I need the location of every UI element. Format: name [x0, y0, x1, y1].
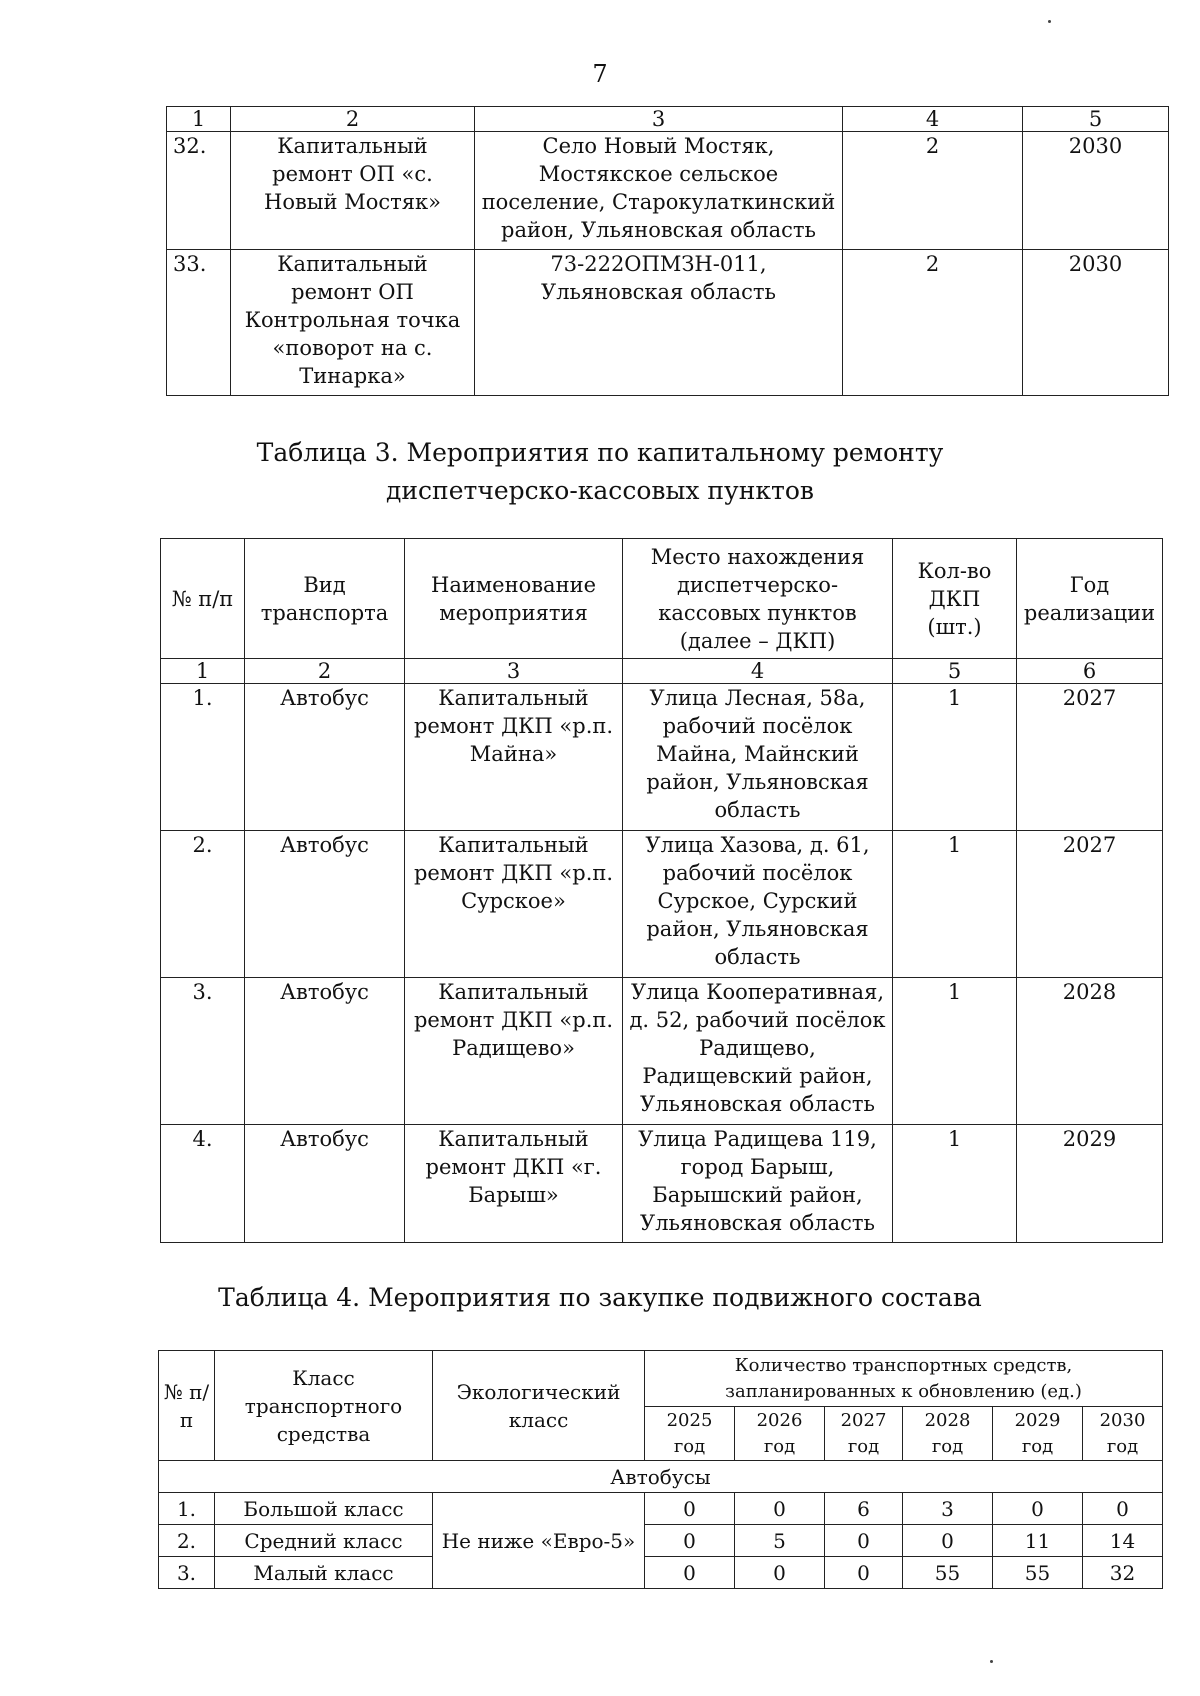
table-row [167, 250, 1169, 396]
header-cell: Наименование мероприятия [405, 539, 623, 659]
year-header: 2026 год [735, 1407, 825, 1461]
column-number: 6 [1017, 659, 1163, 684]
quantity: 0 [645, 1493, 735, 1525]
location: Село Новый Мостяк, Мостякское сельское поселение, Старокулаткинский район, Ульяновская область [475, 132, 843, 250]
column-number: 5 [893, 659, 1017, 684]
caption-line: диспетчерско-кассовых пунктов [385, 476, 814, 505]
row-number: 4. [161, 1125, 245, 1243]
column-number: 5 [1023, 107, 1169, 132]
year-header: 2030 год [1083, 1407, 1163, 1461]
event-name: Капитальный ремонт ДКП «р.п. Сурское» [405, 831, 623, 978]
table-row [159, 1525, 1163, 1557]
year: 2027 [1017, 831, 1163, 978]
table-row [161, 684, 1163, 831]
location: 73-222ОПМЗН-011, Ульяновская область [475, 250, 843, 396]
table-row [159, 1493, 1163, 1525]
row-number: 33. [167, 250, 231, 396]
year-header: 2025 год [645, 1407, 735, 1461]
quantity: 5 [735, 1525, 825, 1557]
table-row [161, 978, 1163, 1125]
quantity: 6 [825, 1493, 903, 1525]
count: 1 [893, 1125, 1017, 1243]
count: 2 [843, 132, 1023, 250]
column-number: 3 [475, 107, 843, 132]
quantity: 55 [903, 1557, 993, 1589]
year: 2030 [1023, 132, 1169, 250]
table-number-row [167, 107, 1169, 132]
location: Улица Кооперативная, д. 52, рабочий посёлок Радищево, Радищевский район, Ульяновская область [623, 978, 893, 1125]
quantity: 11 [993, 1525, 1083, 1557]
table-row [161, 1125, 1163, 1243]
row-number: 2. [159, 1525, 215, 1557]
column-number: 2 [245, 659, 405, 684]
table-4 [158, 1350, 1163, 1589]
table-3 [160, 538, 1163, 1243]
event-name: Капитальный ремонт ДКП «р.п. Радищево» [405, 978, 623, 1125]
quantity: 0 [1083, 1493, 1163, 1525]
year: 2028 [1017, 978, 1163, 1125]
section-label: Автобусы [159, 1461, 1163, 1493]
year-header: 2028 год [903, 1407, 993, 1461]
row-number: 3. [161, 978, 245, 1125]
eco-class: Не ниже «Евро-5» [433, 1493, 645, 1589]
row-number: 32. [167, 132, 231, 250]
header-cell: Кол-во ДКП (шт.) [893, 539, 1017, 659]
vehicle-class: Большой класс [215, 1493, 433, 1525]
header-cell: Год реализации [1017, 539, 1163, 659]
vehicle-class: Средний класс [215, 1525, 433, 1557]
location: Улица Лесная, 58а, рабочий посёлок Майна, Майнский район, Ульяновская область [623, 684, 893, 831]
quantity: 0 [825, 1525, 903, 1557]
event-name: Капитальный ремонт ОП «с. Новый Мостяк» [231, 132, 475, 250]
caption-line: Таблица 3. Мероприятия по капитальному ремонту [256, 438, 944, 467]
count: 1 [893, 831, 1017, 978]
quantity: 55 [993, 1557, 1083, 1589]
column-number: 1 [167, 107, 231, 132]
quantity: 0 [735, 1493, 825, 1525]
header-cell: № п/п [159, 1351, 215, 1461]
year: 2029 [1017, 1125, 1163, 1243]
quantity: 0 [903, 1525, 993, 1557]
row-number: 1. [159, 1493, 215, 1525]
transport-type: Автобус [245, 1125, 405, 1243]
column-number: 1 [161, 659, 245, 684]
page-number: 7 [592, 60, 608, 88]
year-header: 2029 год [993, 1407, 1083, 1461]
quantity: 14 [1083, 1525, 1163, 1557]
location: Улица Хазова, д. 61, рабочий посёлок Сурское, Сурский район, Ульяновская область [623, 831, 893, 978]
event-name: Капитальный ремонт ОП Контрольная точка «поворот на с. Тинарка» [231, 250, 475, 396]
table-2-continuation [166, 106, 1169, 396]
quantity: 0 [645, 1557, 735, 1589]
table-3-caption [0, 434, 1200, 510]
year-header: 2027 год [825, 1407, 903, 1461]
quantity: 3 [903, 1493, 993, 1525]
column-number: 4 [623, 659, 893, 684]
row-number: 2. [161, 831, 245, 978]
year: 2027 [1017, 684, 1163, 831]
quantity: 0 [825, 1557, 903, 1589]
quantity: 0 [735, 1557, 825, 1589]
count: 1 [893, 684, 1017, 831]
table-row [161, 831, 1163, 978]
header-cell: Количество транспортных средств, запланированных к обновлению (ед.) [645, 1351, 1163, 1407]
table-row [167, 132, 1169, 250]
column-number: 4 [843, 107, 1023, 132]
quantity: 0 [645, 1525, 735, 1557]
table-header-row [161, 539, 1163, 659]
count: 1 [893, 978, 1017, 1125]
year: 2030 [1023, 250, 1169, 396]
quantity: 0 [993, 1493, 1083, 1525]
header-cell: Экологический класс [433, 1351, 645, 1461]
location: Улица Радищева 119, город Барыш, Барышский район, Ульяновская область [623, 1125, 893, 1243]
section-row [159, 1461, 1163, 1493]
transport-type: Автобус [245, 831, 405, 978]
header-cell: Место нахождения диспетчерско-кассовых пунктов (далее – ДКП) [623, 539, 893, 659]
column-number: 2 [231, 107, 475, 132]
transport-type: Автобус [245, 978, 405, 1125]
header-cell: № п/п [161, 539, 245, 659]
table-number-row [161, 659, 1163, 684]
event-name: Капитальный ремонт ДКП «р.п. Майна» [405, 684, 623, 831]
table-header-row [159, 1351, 1163, 1407]
transport-type: Автобус [245, 684, 405, 831]
row-number: 3. [159, 1557, 215, 1589]
scan-speck [990, 1660, 993, 1663]
row-number: 1. [161, 684, 245, 831]
event-name: Капитальный ремонт ДКП «г. Барыш» [405, 1125, 623, 1243]
header-cell: Вид транспорта [245, 539, 405, 659]
quantity: 32 [1083, 1557, 1163, 1589]
table-4-caption: Таблица 4. Мероприятия по закупке подвижного состава [218, 1283, 982, 1312]
header-cell: Класс транспортного средства [215, 1351, 433, 1461]
table-row [159, 1557, 1163, 1589]
vehicle-class: Малый класс [215, 1557, 433, 1589]
count: 2 [843, 250, 1023, 396]
scan-speck [1048, 20, 1051, 23]
column-number: 3 [405, 659, 623, 684]
